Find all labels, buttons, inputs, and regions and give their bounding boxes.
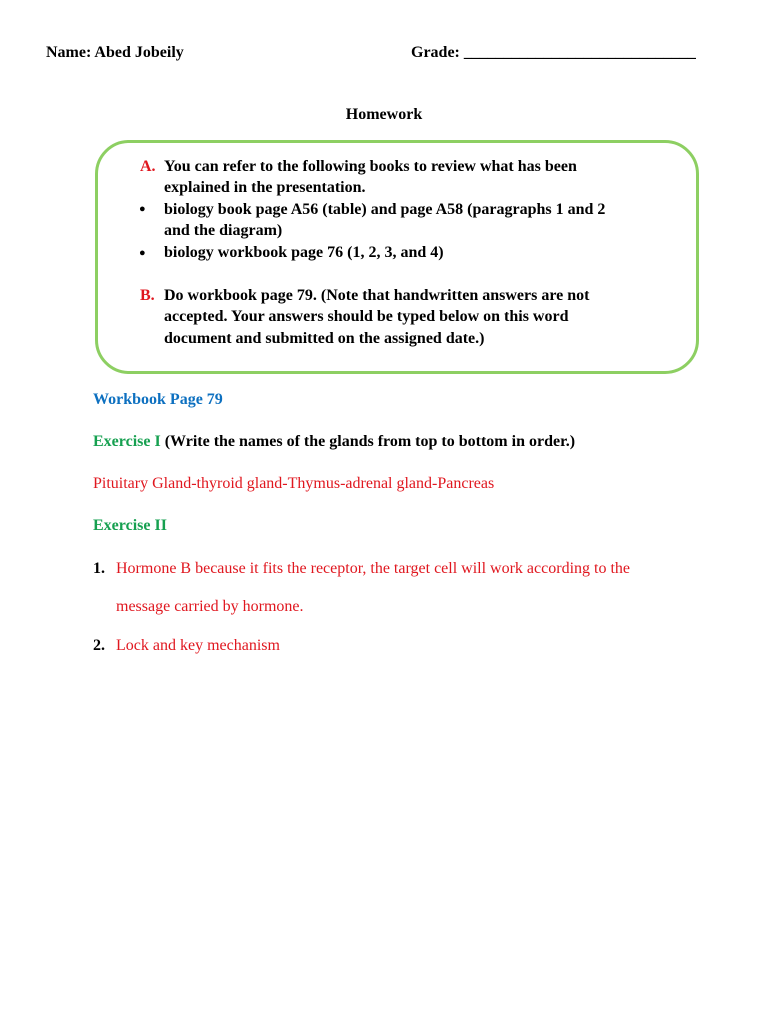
workbook-heading: Workbook Page 79 bbox=[93, 391, 223, 408]
list-item-number: 2. bbox=[93, 637, 105, 654]
item-b-marker: B. bbox=[140, 287, 155, 304]
answer-2-line1: Lock and key mechanism bbox=[116, 637, 280, 654]
answer-1-line1: Hormone B because it fits the receptor, the target cell will work according to the bbox=[116, 560, 630, 577]
item-b-line1: Do workbook page 79. (Note that handwritten answers are not bbox=[164, 287, 590, 304]
list-item-number: 1. bbox=[93, 560, 105, 577]
grade-field: Grade: _____________________________ bbox=[411, 44, 696, 61]
answer-1-line2: message carried by hormone. bbox=[116, 598, 304, 615]
item-a-marker: A. bbox=[140, 158, 156, 175]
bullet2-text: biology workbook page 76 (1, 2, 3, and 4) bbox=[164, 244, 444, 261]
student-name: Name: Abed Jobeily bbox=[46, 44, 184, 61]
page-title: Homework bbox=[345, 106, 423, 123]
bullet-icon: ● bbox=[139, 247, 146, 259]
item-a-line1: You can refer to the following books to review what has been bbox=[164, 158, 577, 175]
exercise1-answer: Pituitary Gland-thyroid gland-Thymus-adrenal gland-Pancreas bbox=[93, 475, 495, 492]
exercise1-instruction: (Write the names of the glands from top to bottom in order.) bbox=[164, 433, 576, 450]
item-a-line2: explained in the presentation. bbox=[164, 179, 366, 196]
bullet-icon: ● bbox=[139, 203, 146, 215]
bullet1-line1: biology book page A56 (table) and page A58 (paragraphs 1 and 2 bbox=[164, 201, 606, 218]
exercise1-heading bbox=[93, 433, 575, 451]
item-b-line3: document and submitted on the assigned date.) bbox=[164, 330, 485, 347]
exercise2-label: Exercise II bbox=[93, 517, 167, 534]
item-b-line2: accepted. Your answers should be typed below on this word bbox=[164, 308, 569, 325]
exercise1-label: Exercise I bbox=[93, 433, 161, 450]
bullet1-line2: and the diagram) bbox=[164, 222, 283, 239]
